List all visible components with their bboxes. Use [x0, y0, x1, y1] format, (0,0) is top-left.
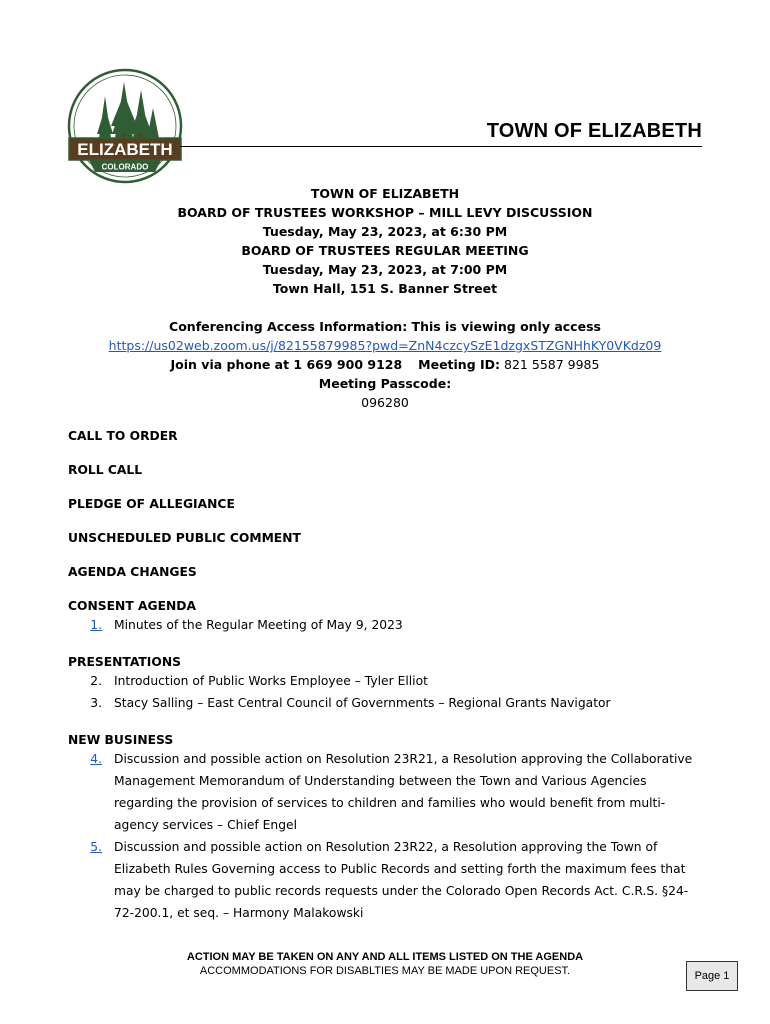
passcode: 096280: [361, 395, 409, 410]
consent-agenda: [68, 598, 702, 636]
passcode-label: Meeting Passcode:: [318, 376, 452, 391]
access-title: Conferencing Access Information: This is viewing only access: [169, 319, 601, 334]
item-number-link[interactable]: 1.: [90, 618, 102, 632]
footer: [0, 950, 770, 978]
zoom-link[interactable]: https://us02web.zoom.us/j/82155879985?pwd=ZnN4czcySzE1dzgxSTZGNHhKY0VKdz09: [108, 338, 662, 353]
agenda-item: [68, 692, 702, 714]
presentations-title: PRESENTATIONS: [68, 655, 181, 669]
item-text: Discussion and possible action on Resolution 23R22, a Resolution approving the Town of Elizabeth Rules Governing access to Public Records and setting forth the maximum fees that may be charged to public records requests under the Colorado Open Records Act. C.R.S. §24-72-200.1, et seq. – Harmony Malakowski: [114, 840, 689, 920]
item-number: 3.: [90, 696, 102, 710]
consent-agenda-title: CONSENT AGENDA: [68, 599, 197, 613]
footer-accommodations-notice: ACCOMMODATIONS FOR DISABLTIES MAY BE MADE UPON REQUEST.: [199, 965, 571, 977]
regular-meeting-time: Tuesday, May 23, 2023, at 7:00 PM: [262, 262, 508, 277]
phone-label: Join via phone at 1 669 900 9128: [170, 357, 403, 372]
item-text: Minutes of the Regular Meeting of May 9, 2023: [114, 618, 403, 632]
heading-rule: [180, 146, 702, 147]
page-number: Page 1: [686, 961, 738, 991]
meeting-id: 821 5587 9985: [504, 357, 600, 372]
item-text: Introduction of Public Works Employee – Tyler Elliot: [114, 674, 428, 688]
regular-meeting-title: BOARD OF TRUSTEES REGULAR MEETING: [241, 243, 529, 258]
item-number: 2.: [90, 674, 102, 688]
town-logo: [67, 68, 183, 184]
pledge-of-allegiance: PLEDGE OF ALLEGIANCE: [68, 497, 235, 511]
agenda-item: [68, 670, 702, 692]
new-business-title: NEW BUSINESS: [68, 733, 174, 747]
footer-action-notice: ACTION MAY BE TAKEN ON ANY AND ALL ITEMS LISTED ON THE AGENDA: [186, 951, 584, 963]
agenda-item: [68, 836, 702, 924]
agenda: [68, 428, 702, 942]
workshop-title: BOARD OF TRUSTEES WORKSHOP – MILL LEVY DISCUSSION: [177, 205, 593, 220]
agenda-item: [68, 748, 702, 836]
logo-state: COLORADO: [101, 162, 149, 172]
item-text: Stacy Salling – East Central Council of Governments – Regional Grants Navigator: [114, 696, 611, 710]
meeting-id-label: Meeting ID:: [418, 357, 501, 372]
meeting-location: Town Hall, 151 S. Banner Street: [272, 281, 498, 296]
agenda-item: [68, 614, 702, 636]
join-line: [0, 355, 770, 374]
logo-name: ELIZABETH: [77, 140, 173, 159]
call-to-order: CALL TO ORDER: [68, 429, 178, 443]
item-text: Discussion and possible action on Resolution 23R21, a Resolution approving the Collaborative Management Memorandum of Understanding between the Town and Various Agencies regarding the provision of services to children and families who would benefit from multi-agency services – Chief Engel: [114, 752, 693, 832]
meeting-info: [0, 184, 770, 412]
roll-call: ROLL CALL: [68, 463, 143, 477]
meeting-title: TOWN OF ELIZABETH: [310, 186, 460, 201]
public-comment: UNSCHEDULED PUBLIC COMMENT: [68, 531, 301, 545]
workshop-time: Tuesday, May 23, 2023, at 6:30 PM: [262, 224, 508, 239]
item-number-link[interactable]: 5.: [90, 840, 102, 854]
document-heading: TOWN OF ELIZABETH: [486, 120, 702, 142]
item-number-link[interactable]: 4.: [90, 752, 102, 766]
agenda-changes: AGENDA CHANGES: [68, 565, 197, 579]
presentations: [68, 654, 702, 714]
new-business: [68, 732, 702, 924]
